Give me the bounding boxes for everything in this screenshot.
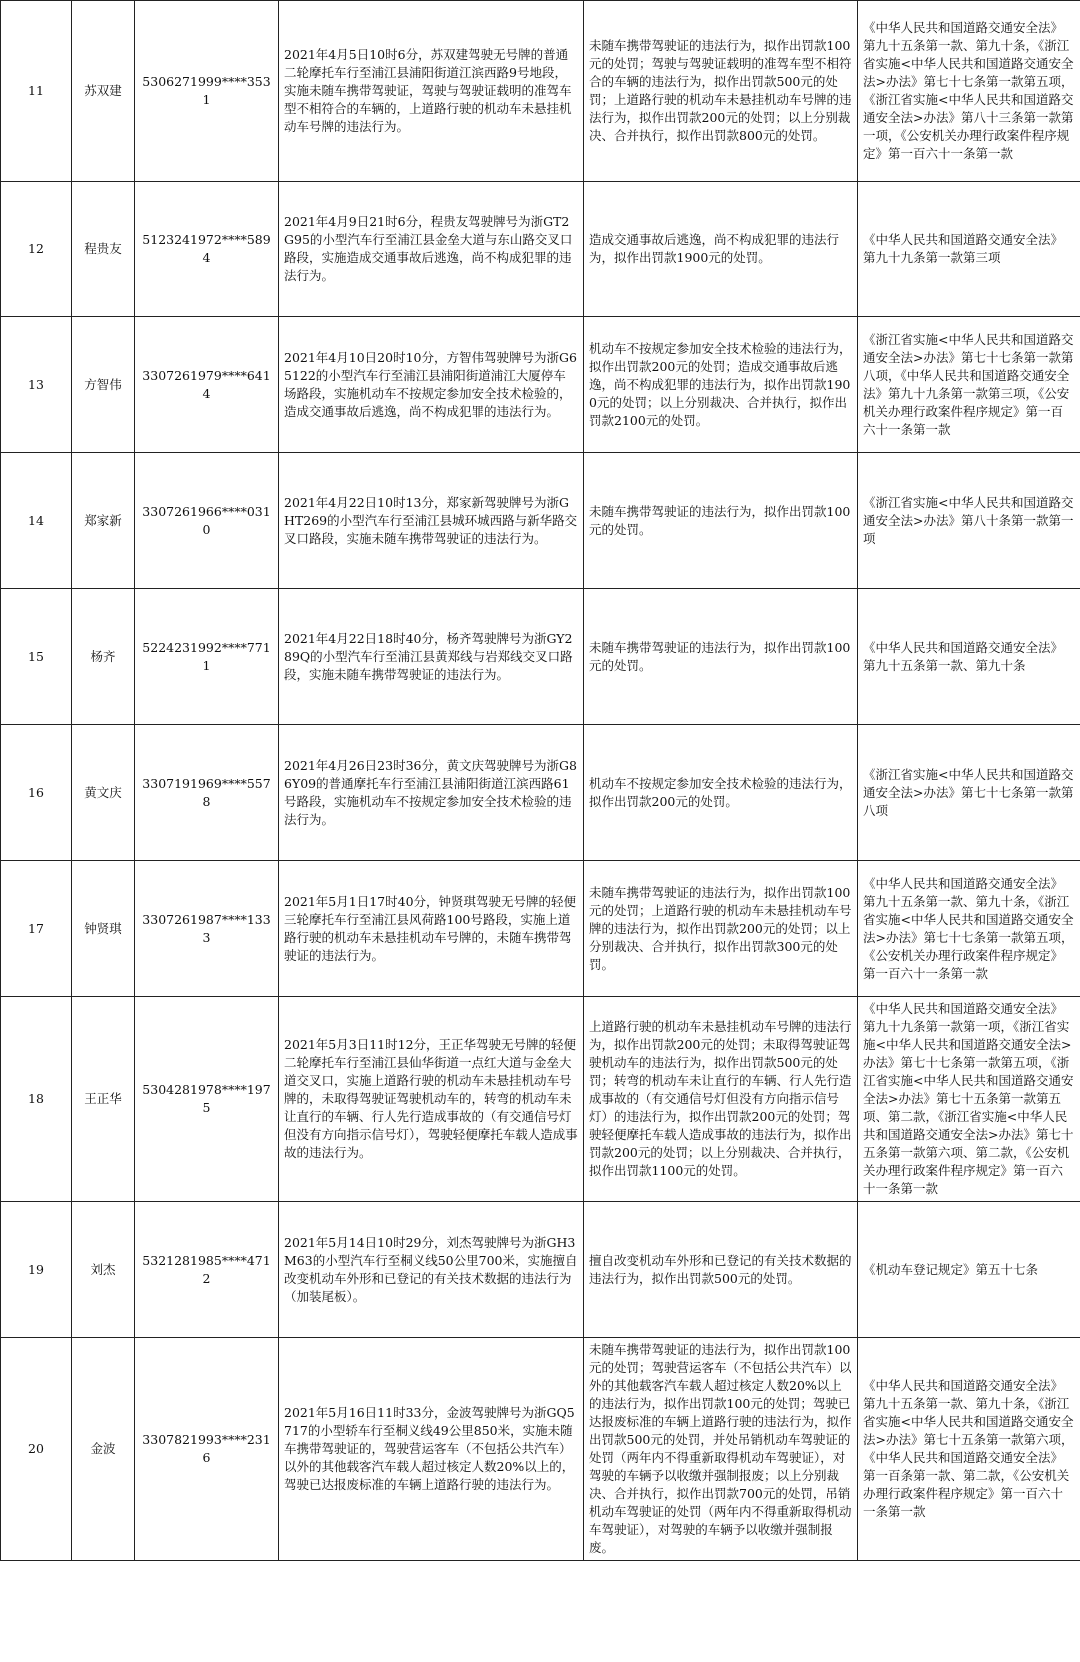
table-row [1, 861, 1080, 997]
legal-basis-cell: 《中华人民共和国道路交通安全法》第九十九条第一款第一项，《浙江省实施<中华人民共和国道路交通安全法>办法》第七十七条第一款第五项，《浙江省实施<中华人民共和国道路交通安全法>办法》第七十五条第一款第五项、第二款，《浙江省实施<中华人民共和国道路交通安全法>办法》第七十五条第一款第六项、第二款，《公安机关办理行政案件程序规定》第一百六十一条第一款 [858, 997, 1080, 1202]
row-number-cell: 17 [1, 861, 72, 997]
legal-basis-cell: 《中华人民共和国道路交通安全法》第九十五条第一款、第九十条，《浙江省实施<中华人民共和国道路交通安全法>办法》第七十五条第一款第六项，《中华人民共和国道路交通安全法》第一百条第一款、第二款，《公安机关办理行政案件程序规定》第一百六十一条第一款 [858, 1338, 1080, 1561]
legal-basis-cell: 《中华人民共和国道路交通安全法》第九十五条第一款、第九十条 [858, 589, 1080, 725]
proposed-penalty-cell: 上道路行驶的机动车未悬挂机动车号牌的违法行为，拟作出罚款200元的处罚；未取得驾驶证驾驶机动车的违法行为，拟作出罚款500元的处罚；转弯的机动车未让直行的车辆、行人先行造成事故的（有交通信号灯但没有方向指示信号灯）的违法行为，拟作出罚款200元的处罚；驾驶轻便摩托车载人造成事故的违法行为，拟作出罚款200元的处罚；以上分别裁决、合并执行，拟作出罚款1100元的处罚。 [584, 997, 858, 1202]
proposed-penalty-cell: 机动车不按规定参加安全技术检验的违法行为，拟作出罚款200元的处罚；造成交通事故后逃逸，尚不构成犯罪的违法行为，拟作出罚款1900元的处罚；以上分别裁决、合并执行，拟作出罚款2100元的处罚。 [584, 317, 858, 453]
person-name-cell: 王正华 [72, 997, 135, 1202]
row-number-cell: 19 [1, 1202, 72, 1338]
person-name-cell: 刘杰 [72, 1202, 135, 1338]
legal-basis-cell: 《中华人民共和国道路交通安全法》第九十五条第一款、第九十条，《浙江省实施<中华人民共和国道路交通安全法>办法》第七十七条第一款第五项，《浙江省实施<中华人民共和国道路交通安全法>办法》第八十三条第一款第一项，《公安机关办理行政案件程序规定》第一百六十一条第一款 [858, 1, 1080, 182]
violation-fact-cell: 2021年4月22日18时40分，杨齐驾驶牌号为浙GY289Q的小型汽车行至浦江县黄郑线与岩郑线交叉口路段，实施未随车携带驾驶证的违法行为。 [279, 589, 584, 725]
legal-basis-cell: 《中华人民共和国道路交通安全法》第九十五条第一款、第九十条，《浙江省实施<中华人民共和国道路交通安全法>办法》第七十七条第一款第五项，《公安机关办理行政案件程序规定》第一百六十一条第一款 [858, 861, 1080, 997]
violation-fact-cell: 2021年5月3日11时12分，王正华驾驶无号牌的轻便二轮摩托车行至浦江县仙华街道一点红大道与金垒大道交叉口，实施上道路行驶的机动车未悬挂机动车号牌的，未取得驾驶证驾驶机动车的，转弯的机动车未让直行的车辆、行人先行造成事故的（有交通信号灯但没有方向指示信号灯），驾驶轻便摩托车载人造成事故的违法行为。 [279, 997, 584, 1202]
person-name-cell: 方智伟 [72, 317, 135, 453]
id-number-cell: 3307821993****2316 [135, 1338, 279, 1561]
person-name-cell: 郑家新 [72, 453, 135, 589]
violation-fact-cell: 2021年5月16日11时33分，金波驾驶牌号为浙GQ5717的小型轿车行至桐义线49公里850米，实施未随车携带驾驶证的，驾驶营运客车（不包括公共汽车）以外的其他载客汽车载人超过核定人数20%以上的，驾驶已达报废标准的车辆上道路行驶的违法行为。 [279, 1338, 584, 1561]
proposed-penalty-cell: 未随车携带驾驶证的违法行为，拟作出罚款100元的处罚。 [584, 453, 858, 589]
id-number-cell: 5304281978****1975 [135, 997, 279, 1202]
id-number-cell: 3307261987****1333 [135, 861, 279, 997]
row-number-cell: 15 [1, 589, 72, 725]
person-name-cell: 苏双建 [72, 1, 135, 182]
table-row [1, 1338, 1080, 1561]
proposed-penalty-cell: 未随车携带驾驶证的违法行为，拟作出罚款100元的处罚；上道路行驶的机动车未悬挂机动车号牌的违法行为，拟作出罚款200元的处罚；以上分别裁决、合并执行，拟作出罚款300元的处罚。 [584, 861, 858, 997]
id-number-cell: 5123241972****5894 [135, 182, 279, 317]
id-number-cell: 3307191969****5578 [135, 725, 279, 861]
table-row [1, 1, 1080, 182]
row-number-cell: 12 [1, 182, 72, 317]
person-name-cell: 程贵友 [72, 182, 135, 317]
table-row [1, 1202, 1080, 1338]
legal-basis-cell: 《浙江省实施<中华人民共和国道路交通安全法>办法》第七十七条第一款第八项 [858, 725, 1080, 861]
violation-fact-cell: 2021年4月5日10时6分，苏双建驾驶无号牌的普通二轮摩托车行至浦江县浦阳街道江滨西路9号地段，实施未随车携带驾驶证，驾驶与驾驶证载明的准驾车型不相符合的车辆的，上道路行驶的机动车未悬挂机动车号牌的违法行为。 [279, 1, 584, 182]
table-row [1, 317, 1080, 453]
id-number-cell: 5306271999****3531 [135, 1, 279, 182]
id-number-cell: 5321281985****4712 [135, 1202, 279, 1338]
proposed-penalty-cell: 造成交通事故后逃逸，尚不构成犯罪的违法行为，拟作出罚款1900元的处罚。 [584, 182, 858, 317]
table-row [1, 182, 1080, 317]
legal-basis-cell: 《浙江省实施<中华人民共和国道路交通安全法>办法》第八十条第一款第一项 [858, 453, 1080, 589]
id-number-cell: 5224231992****7711 [135, 589, 279, 725]
person-name-cell: 金波 [72, 1338, 135, 1561]
row-number-cell: 14 [1, 453, 72, 589]
row-number-cell: 11 [1, 1, 72, 182]
id-number-cell: 3307261979****6414 [135, 317, 279, 453]
table-row [1, 997, 1080, 1202]
legal-basis-cell: 《浙江省实施<中华人民共和国道路交通安全法>办法》第七十七条第一款第八项，《中华人民共和国道路交通安全法》第九十九条第一款第三项，《公安机关办理行政案件程序规定》第一百六十一条第一款 [858, 317, 1080, 453]
legal-basis-cell: 《机动车登记规定》第五十七条 [858, 1202, 1080, 1338]
legal-basis-cell: 《中华人民共和国道路交通安全法》第九十九条第一款第三项 [858, 182, 1080, 317]
table-body [1, 1, 1080, 1561]
proposed-penalty-cell: 未随车携带驾驶证的违法行为，拟作出罚款100元的处罚；驾驶与驾驶证载明的准驾车型不相符合的车辆的违法行为，拟作出罚款500元的处罚；上道路行驶的机动车未悬挂机动车号牌的违法行为，拟作出罚款200元的处罚；以上分别裁决、合并执行，拟作出罚款800元的处罚。 [584, 1, 858, 182]
table-row [1, 725, 1080, 861]
violation-fact-cell: 2021年5月14日10时29分，刘杰驾驶牌号为浙GH3M63的小型汽车行至桐义线50公里700米，实施擅自改变机动车外形和已登记的有关技术数据的违法行为（加装尾板）。 [279, 1202, 584, 1338]
proposed-penalty-cell: 未随车携带驾驶证的违法行为，拟作出罚款100元的处罚；驾驶营运客车（不包括公共汽车）以外的其他载客汽车载人超过核定人数20%以上的违法行为，拟作出罚款100元的处罚；驾驶已达报废标准的车辆上道路行驶的违法行为，拟作出罚款500元的处罚，并处吊销机动车驾驶证的处罚（两年内不得重新取得机动车驾驶证），对驾驶的车辆予以收缴并强制报废；以上分别裁决、合并执行，拟作出罚款700元的处罚，吊销机动车驾驶证的处罚（两年内不得重新取得机动车驾驶证），对驾驶的车辆予以收缴并强制报废。 [584, 1338, 858, 1561]
proposed-penalty-cell: 机动车不按规定参加安全技术检验的违法行为，拟作出罚款200元的处罚。 [584, 725, 858, 861]
proposed-penalty-cell: 擅自改变机动车外形和已登记的有关技术数据的违法行为，拟作出罚款500元的处罚。 [584, 1202, 858, 1338]
row-number-cell: 16 [1, 725, 72, 861]
proposed-penalty-cell: 未随车携带驾驶证的违法行为，拟作出罚款100元的处罚。 [584, 589, 858, 725]
row-number-cell: 13 [1, 317, 72, 453]
violation-fact-cell: 2021年4月9日21时6分，程贵友驾驶牌号为浙GT2G95的小型汽车行至浦江县金垒大道与东山路交叉口路段，实施造成交通事故后逃逸，尚不构成犯罪的违法行为。 [279, 182, 584, 317]
table-row [1, 589, 1080, 725]
table-row [1, 453, 1080, 589]
person-name-cell: 杨齐 [72, 589, 135, 725]
violation-fact-cell: 2021年5月1日17时40分，钟贤琪驾驶无号牌的轻便三轮摩托车行至浦江县风荷路100号路段，实施上道路行驶的机动车未悬挂机动车号牌的，未随车携带驾驶证的违法行为。 [279, 861, 584, 997]
violation-fact-cell: 2021年4月26日23时36分，黄文庆驾驶牌号为浙G86Y09的普通摩托车行至浦江县浦阳街道江滨西路61号路段，实施机动车不按规定参加安全技术检验的违法行为。 [279, 725, 584, 861]
row-number-cell: 18 [1, 997, 72, 1202]
violation-fact-cell: 2021年4月10日20时10分，方智伟驾驶牌号为浙G65122的小型汽车行至浦江县浦阳街道浦江大厦停车场路段，实施机动车不按规定参加安全技术检验的，造成交通事故后逃逸，尚不构成犯罪的违法行为。 [279, 317, 584, 453]
violation-fact-cell: 2021年4月22日10时13分，郑家新驾驶牌号为浙GHT269的小型汽车行至浦江县城环城西路与新华路交叉口路段，实施未随车携带驾驶证的违法行为。 [279, 453, 584, 589]
row-number-cell: 20 [1, 1338, 72, 1561]
id-number-cell: 3307261966****0310 [135, 453, 279, 589]
person-name-cell: 黄文庆 [72, 725, 135, 861]
person-name-cell: 钟贤琪 [72, 861, 135, 997]
